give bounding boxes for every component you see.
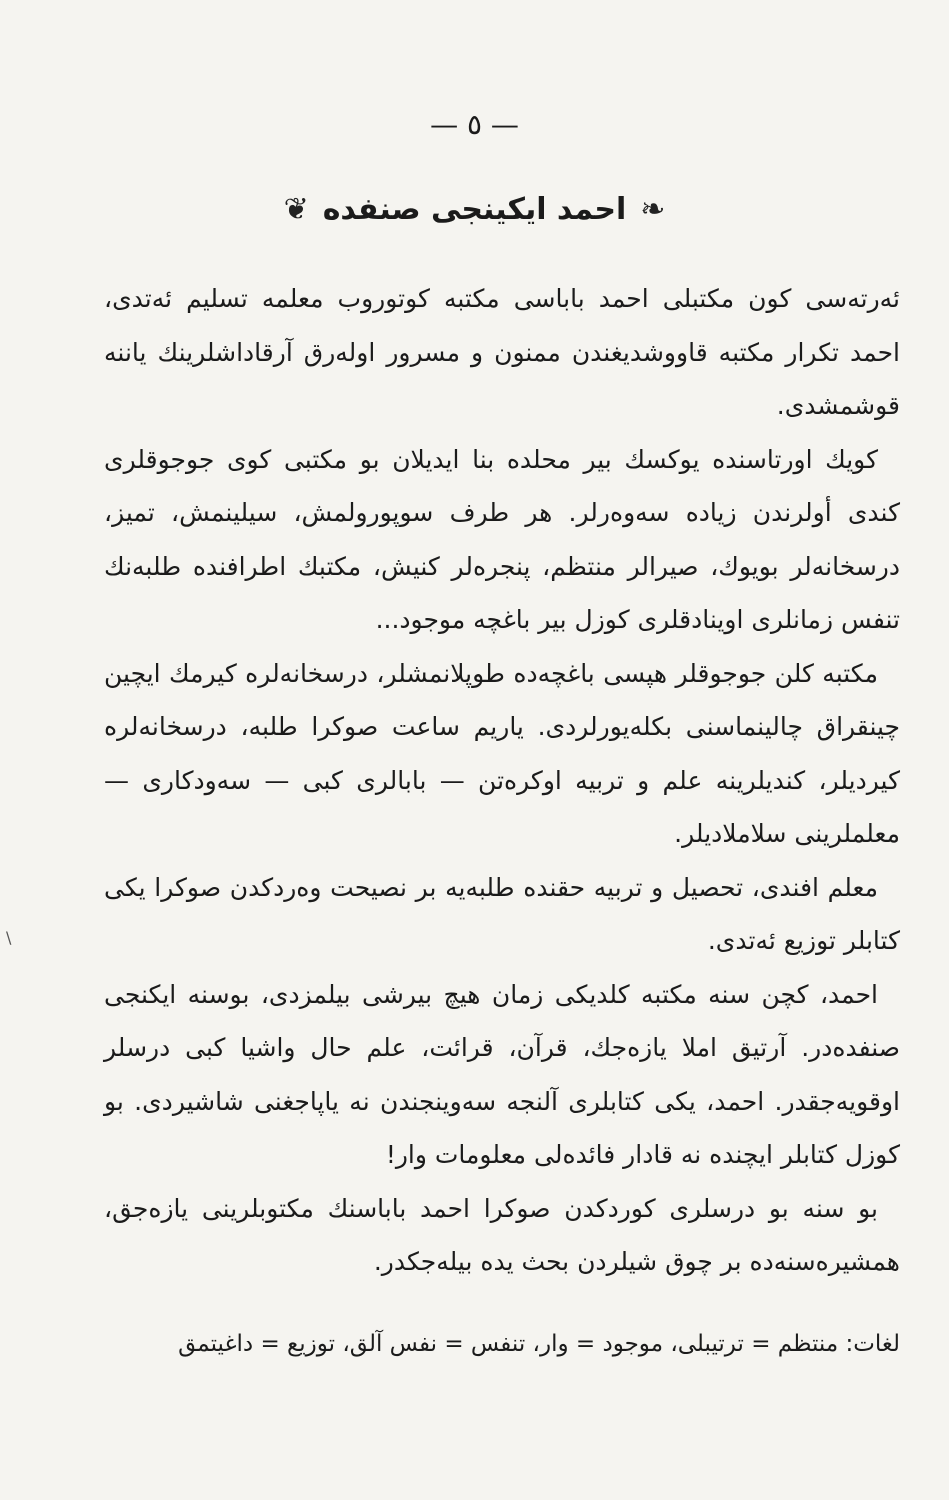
ornament-left-icon: ❦ [283,192,309,227]
paragraph: معلم افندی، تحصیل و تربیه حقنده طلبەیه بر نصیحت وەردکدن صوکرا یکی کتابلر توزیع ئەتدی. [104,872,900,955]
vocabulary-note: لغات: منتظم = ترتیبلی، موجود = وار، تنفس = نفس آلق، توزیع = داغیتمق [178,1331,900,1357]
paragraph: احمد، کچن سنه مکتبه کلدیکی زمان هیچ بیرشی بیلمزدی، بوسنه ایکنجی صنفدەدر. آرتیق املا یازەجك، قرآن، قرائت، علم حال واشیا کبی درسلر اوقویەجقدر. احمد، یکی کتابلری آلنجه سەوینجندن نه یاپاجغنی شاشیردی. بو کوزل کتابلر ایچنده نه قادار فائدەلی معلومات وار! [104,979,900,1169]
paragraph: ئەرتەسی کون مکتبلی احمد بابا‌سی مکتبه کوتوروب معلمه تسلیم ئەتدی، احمد تکرار مکتبه قاووشدیغندن ممنون و مسرور اولەرق آرقاداشلرینك یاننه قوشمشدی. [104,284,900,420]
chapter-title: احمد ایکینجی صنفده [322,192,627,227]
chapter-heading [0,192,949,227]
paragraph: بو سنه بو درسلری کوردکدن صوکرا احمد باباسنك مکتوبلرینی یازەجق، همشیرەسنەده بر چوق شیلردن بحث یده بیلەجکدر. [104,1193,900,1276]
ornament-right-icon: ❧ [640,192,666,227]
margin-mark: \ [6,928,12,947]
page-number: — ٥ — [430,108,519,141]
body-text [104,272,900,1289]
paragraph: کویك اورتاسنده یوکسك بیر محلده بنا ایدیلان بو مکتبی کوی جوجوقلری کندی أولرندن زیاده سەوەرلر. هر طرف سوپورولمش، سیلینمش، تمیز، درسخانەلر بویوك، صیرالر منتظم، پنجرەلر کنیش، مکتبك اطرافنده طلبەنك تنفس زمانلری اوینادقلری کوزل بیر باغچه موجود... [104,444,900,634]
paragraph: مکتبه کلن جوجوقلر هپسی باغچەده طوپلانمشلر، درسخانەلره کیرمك ایچین چینقراق چالینماسنی بکلەیورلردی. یاریم ساعت صوکرا طلبه، درسخانەلره کیردیلر، کندیلرینه علم و تربیه اوکرەتن — بابالری کبی — سەودکاری — معلملرینی سلاملادیلر. [104,658,900,848]
